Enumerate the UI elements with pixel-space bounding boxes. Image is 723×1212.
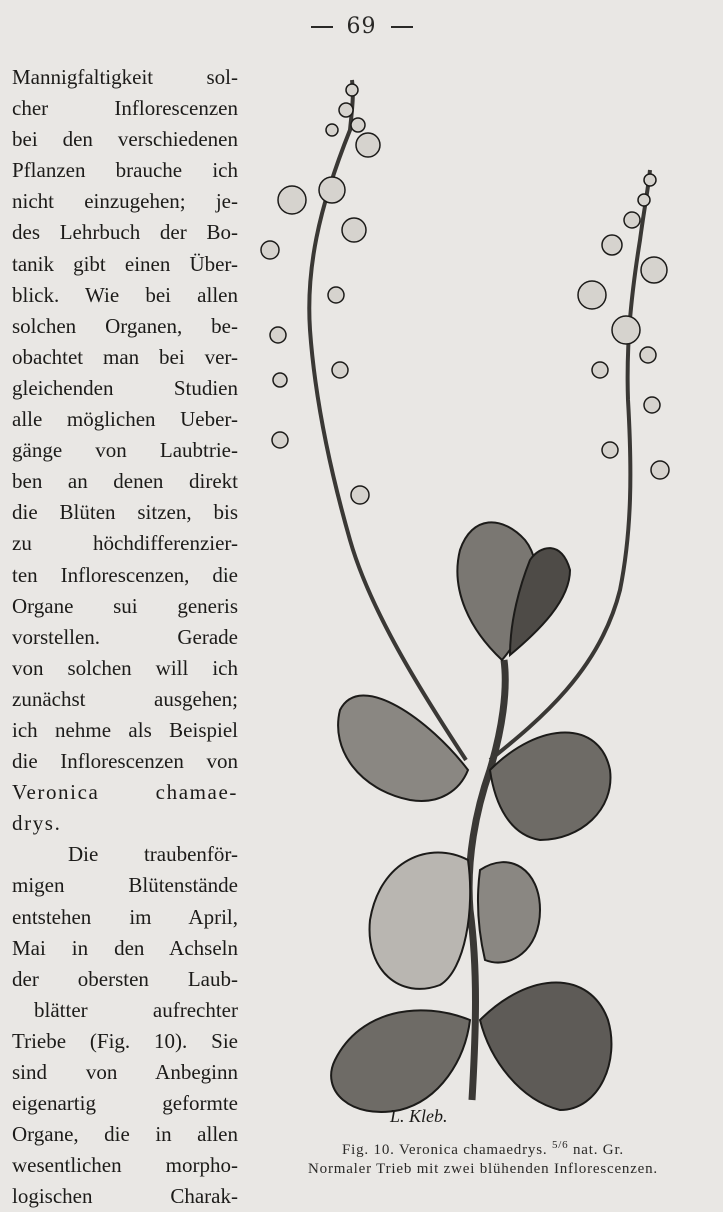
- page-number-dash-right: [391, 26, 413, 28]
- caption-title: Fig. 10. Veronica chamaedrys.: [342, 1142, 548, 1158]
- plant-illustration: [240, 70, 710, 1130]
- caption-scale-unit: nat. Gr.: [572, 1142, 624, 1158]
- text-line: nicht einzugehen; je-: [12, 189, 238, 214]
- text-line: logischen Charak-: [12, 1184, 238, 1209]
- caption-line-2: Normaler Trieb mit zwei blühenden Inflorescenzen.: [308, 1161, 658, 1177]
- text-line: von solchen will ich: [12, 655, 238, 680]
- caption-line-1: [252, 1136, 714, 1160]
- text-line: sind von Anbeginn: [12, 1060, 238, 1084]
- text-line: zunächst ausgehen;: [12, 686, 238, 711]
- text-line: Triebe (Fig. 10). Sie: [12, 1028, 238, 1053]
- page-number-dash-left: [311, 26, 333, 28]
- text-line: Mai in den Achseln: [12, 935, 238, 960]
- artist-signature: L. Kleb.: [390, 1106, 448, 1126]
- leaf-bottom-right: [480, 983, 611, 1111]
- text-line: blick. Wie bei allen: [12, 282, 238, 307]
- text-line: des Lehrbuch der Bo-: [12, 220, 238, 245]
- text-line: gänge von Laubtrie-: [12, 438, 238, 463]
- page-number-value: 69: [346, 14, 377, 39]
- text-line: ben an denen direkt: [12, 469, 238, 494]
- text-line: gleichenden Studien: [12, 375, 238, 400]
- text-line: blätter aufrechter: [34, 997, 238, 1022]
- body-text-column: [12, 62, 238, 1212]
- text-line: der obersten Laub-: [12, 966, 238, 991]
- text-line: migen Blütenstände: [12, 873, 238, 898]
- right-raceme-stalk: [490, 170, 650, 760]
- text-line-paragraph-start: Die traubenför-: [68, 842, 238, 867]
- text-line: ich nehme als Beispiel: [12, 717, 238, 742]
- text-line: Organe sui generis: [12, 593, 238, 618]
- text-line: bei den verschiedenen: [12, 127, 238, 152]
- leaf-mid-left: [370, 853, 471, 989]
- leaf-mid-upper-right: [490, 733, 610, 841]
- leaf-bottom-left: [331, 1010, 470, 1112]
- veronica-drawing: [240, 70, 710, 1130]
- text-line: zu höchdifferenzier-: [12, 531, 238, 556]
- text-line: Organe, die in allen: [12, 1122, 238, 1147]
- text-line: solchen Organen, be-: [12, 313, 238, 338]
- text-line: tanik gibt einen Über-: [12, 251, 238, 276]
- text-line: die Inflorescenzen von: [12, 749, 238, 774]
- text-line: vorstellen. Gerade: [12, 624, 238, 649]
- text-line-species-name-end: drys.: [12, 811, 62, 836]
- text-line: entstehen im April,: [12, 904, 238, 929]
- text-line-species-name: Veronica chamae-: [12, 780, 238, 805]
- page-number: [0, 14, 723, 39]
- right-raceme-flowers: [578, 174, 669, 479]
- leaf-mid-upper-left: [338, 695, 468, 801]
- left-raceme-flowers: [261, 84, 380, 504]
- text-line: Mannigfaltigkeit sol-: [12, 65, 238, 89]
- text-line: cher Inflorescenzen: [12, 96, 238, 121]
- text-line: Pflanzen brauche ich: [12, 158, 238, 183]
- text-line: die Blüten sitzen, bis: [12, 500, 238, 525]
- text-line: eigenartig geformte: [12, 1091, 238, 1116]
- text-line: ten Inflorescenzen, die: [12, 562, 238, 587]
- text-line: obachtet man bei ver-: [12, 344, 238, 369]
- text-line: alle möglichen Ueber-: [12, 407, 238, 432]
- caption-scale: 5/6: [551, 1139, 569, 1151]
- figure-caption: [252, 1136, 714, 1179]
- leaf-mid-right: [478, 862, 540, 962]
- text-line: wesentlichen morpho-: [12, 1153, 238, 1178]
